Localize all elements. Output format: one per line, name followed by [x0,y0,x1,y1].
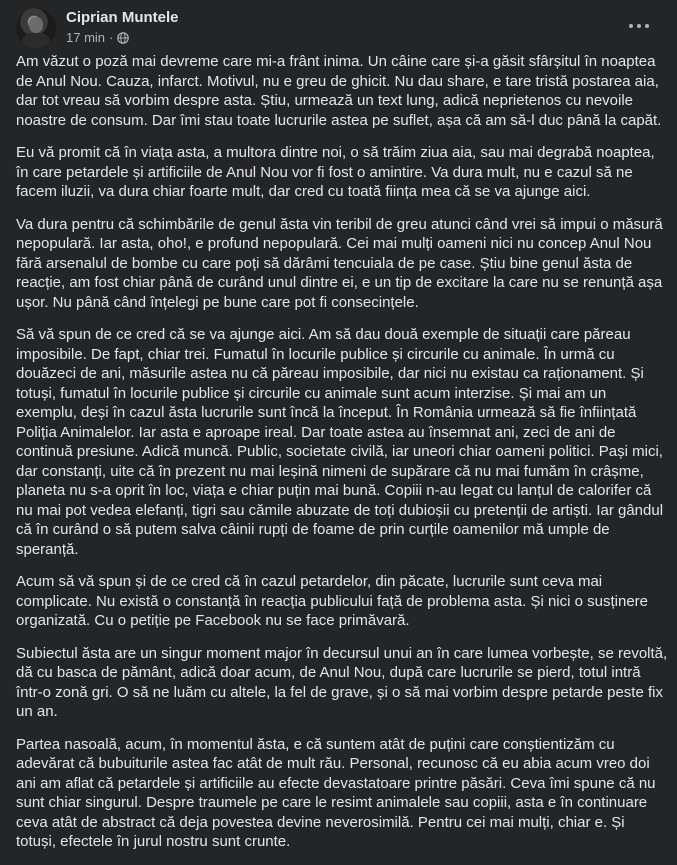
author-name[interactable]: Ciprian Muntele [66,9,179,26]
post-header [16,4,661,48]
avatar-face [29,17,43,33]
post-paragraph: Acum să vă spun și de ce cred că în cazul petardelor, din păcate, lucrurile sunt ceva mai complicate. Nu există o constanță în reacția publicului față de problema asta. Și nici o susținere organizată. Cu o petiție pe Facebook nu se face primăvară. [16,573,649,629]
avatar-body [22,33,50,48]
meta-separator: · [109,30,114,45]
avatar[interactable] [16,8,56,48]
post-paragraph: Să vă spun de ce cred că se va ajunge aici. Am să dau două exemple de situații care păreau imposibile. De fapt, chiar trei. Fumatul în locurile publice și circurile cu animale. În urmă cu douăzeci de ani, măsurile astea nu că păreau imposibile, dar nici nu existau ca raționament. Și totuși, fumatul în locurile publice și circurile cu animale sunt acum interzise. Și mai am un exemplu, deși în cazul ăsta lucrurile sunt încă la început. În România urmează să fie înființată Poliția Animalelor. Iar asta e aproape ireal. Dar toate astea au însemnat ani, zeci de ani de continuă presiune. Adică muncă. Public, societate civilă, iar uneori chiar oameni politici. Pași mici, dar constanți, uite că în prezent nu mai leșină nimeni de supărare că nu mai fumăm în crâșme, planeta nu s-a oprit în loc, viața e chiar puțin mai bună. Copiii n-au legat cu lanțul de calorifer că nu mai pot vedea elefanți, tigri sau cămile abuzate de toți dubioșii cu pretenții de artiști. Iar gândul că în curând o să putem salva câinii rupți de foame de prin curțile oamenilor mă umple de speranță. [16,326,664,558]
post-paragraph: Partea nasoală, acum, în momentul ăsta, e că suntem atât de puțini care conștientizăm cu adevărat că bubuiturile astea fac atât de mult rău. Personal, recunosc că eu abia acum vreo doi ani am aflat că petardele și artificiile au efecte devastatoare printre păsări. Ceva îmi spune că nu sunt chiar singurul. Despre traumele pe care le resimt animalele sau copiii, asta e în continuare ceva atât de abstract că deja povestea devine neverosimilă. Pentru cei mai mulți, chiar e. Și totuși, efectele în jurul nostru sunt crunte. [16,735,656,850]
post-timestamp[interactable]: 17 min [66,30,106,45]
globe-icon[interactable] [117,32,129,44]
post-paragraph: Subiectul ăsta are un singur moment major în decursul unui an în care lumea vorbește, se revoltă, dă cu basca de pământ, adică doar acum, de Anul Nou, după care lucrurile se pierd, totul intră într-o zonă gri. O să ne luăm cu altele, la fel de grave, și o să mai vorbim despre petarde peste fix un an. [16,644,668,720]
post-paragraph: Eu vă promit că în viața asta, a multora dintre noi, o să trăim ziua aia, sau mai degrabă noaptea, în care petardele și artificiile de Anul Nou vor fi fost o amintire. Va dura mult, nu e cazul să ne facem iluzii, va dura chiar foarte mult, dar cred cu toată ființa mea că se va ajunge aici. [16,144,655,200]
post-paragraph: Va dura pentru că schimbările de genul ăsta vin teribil de greu atunci când vrei să impui o măsură nepopulară. Iar asta, oho!, e profund nepopulară. Cei mai mulți oameni nici nu concep Anul Nou fără arsenalul de bombe cu care poți să dărâmi tencuiala de pe case. Știu bine genul ăsta de reacție, am fost chiar până de curând unul dintre ei, e un tip de excitare la care nu se renunță așa ușor. Nu până când înțelegi pe bune care pot fi consecințele. [16,215,663,311]
post-meta [66,30,129,45]
post-paragraph: Am văzut o poză mai devreme care mi-a frânt inima. Un câine care și-a găsit sfârșitul în noaptea de Anul Nou. Cauza, infarct. Motivul, nu e greu de ghicit. Nu dau share, e tare tristă postarea aia, dar tot vreau să vorbim despre asta. Știu, urmează un text lung, adică neprietenos cu nevoile noastre de consum. Dar îmi stau toate lucrurile astea pe suflet, așa că am să-l duc până la capăt. [16,53,662,129]
post-body [16,52,668,865]
more-options-icon[interactable] [621,14,657,38]
